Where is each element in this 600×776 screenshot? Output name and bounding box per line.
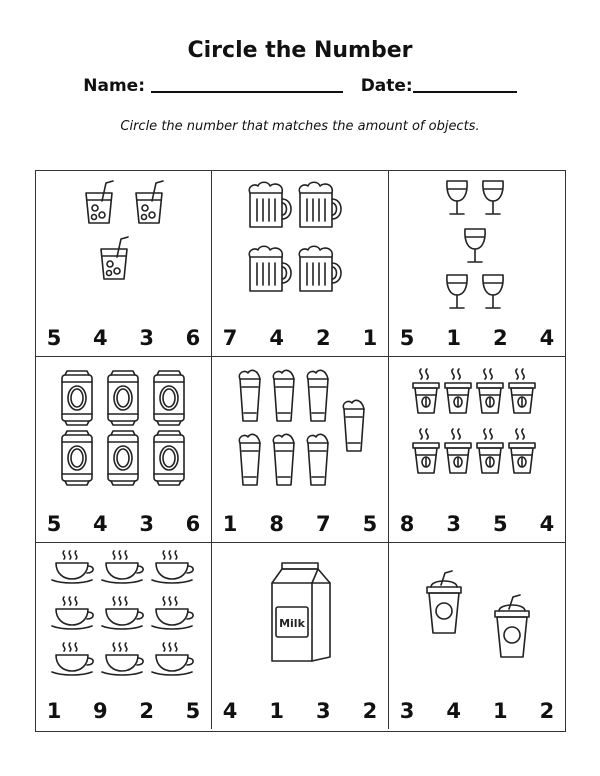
number-options: [42, 699, 205, 723]
number-option[interactable]: 1: [493, 699, 508, 723]
number-option[interactable]: 5: [46, 512, 62, 536]
beer-mug-icon: [212, 171, 388, 321]
number-option[interactable]: 5: [399, 326, 415, 350]
number-options: [395, 512, 559, 536]
cell-coffee: [389, 357, 565, 543]
number-option[interactable]: 1: [46, 699, 62, 723]
frappe-cup-icon: [389, 543, 565, 693]
date-field[interactable]: [413, 77, 517, 93]
number-option[interactable]: 4: [446, 699, 461, 723]
beer-glass-icon: [212, 357, 388, 507]
name-label: Name:: [83, 76, 145, 96]
instructions: Circle the number that matches the amount of objects.: [120, 119, 480, 134]
number-options: [42, 512, 205, 536]
number-option[interactable]: 2: [362, 699, 378, 723]
cell-juice: [36, 171, 212, 357]
cell-milk: [212, 543, 389, 729]
number-option[interactable]: 2: [539, 699, 555, 723]
cell-beer-mug: [212, 171, 389, 357]
number-options: [218, 326, 382, 350]
number-option[interactable]: 4: [539, 326, 555, 350]
number-options: [218, 699, 382, 723]
milk-label: Milk: [279, 617, 305, 630]
name-date-line: [0, 76, 600, 96]
number-options: [42, 326, 205, 350]
number-option[interactable]: 4: [93, 512, 108, 536]
soda-can-icon: [36, 357, 212, 507]
number-option[interactable]: 3: [399, 699, 415, 723]
milk-carton-icon: [212, 543, 388, 693]
number-option[interactable]: 2: [316, 326, 331, 350]
coffee-cup-icon: [389, 357, 565, 507]
number-option[interactable]: 1: [222, 512, 238, 536]
counting-grid: [35, 170, 566, 732]
cell-beer-glass: [212, 357, 389, 543]
number-options: [218, 512, 382, 536]
cell-tea-cup: [36, 543, 212, 729]
number-option[interactable]: 2: [139, 699, 154, 723]
page-title: Circle the Number: [187, 38, 413, 63]
name-field[interactable]: [151, 77, 343, 93]
number-options: [395, 699, 559, 723]
number-option[interactable]: 5: [185, 699, 201, 723]
wine-glass-icon: [389, 171, 565, 321]
number-option[interactable]: 1: [446, 326, 461, 350]
number-option[interactable]: 6: [185, 512, 201, 536]
number-option[interactable]: 4: [539, 512, 555, 536]
number-option[interactable]: 1: [269, 699, 284, 723]
number-option[interactable]: 7: [316, 512, 331, 536]
number-option[interactable]: 4: [269, 326, 284, 350]
number-option[interactable]: 8: [269, 512, 284, 536]
number-option[interactable]: 6: [185, 326, 201, 350]
number-option[interactable]: 5: [362, 512, 378, 536]
number-option[interactable]: 7: [222, 326, 238, 350]
number-option[interactable]: 2: [493, 326, 508, 350]
number-options: [395, 326, 559, 350]
number-option[interactable]: 3: [139, 326, 154, 350]
date-label: Date:: [360, 76, 413, 96]
number-option[interactable]: 3: [446, 512, 461, 536]
tea-cup-icon: [36, 543, 212, 693]
juice-glass-icon: [36, 171, 212, 321]
number-option[interactable]: 5: [46, 326, 62, 350]
number-option[interactable]: 4: [93, 326, 108, 350]
cell-wine: [389, 171, 565, 357]
number-option[interactable]: 4: [222, 699, 238, 723]
number-option[interactable]: 1: [362, 326, 378, 350]
number-option[interactable]: 9: [93, 699, 108, 723]
number-option[interactable]: 5: [493, 512, 508, 536]
cell-frappe: [389, 543, 565, 729]
number-option[interactable]: 3: [316, 699, 331, 723]
cell-soda-can: [36, 357, 212, 543]
number-option[interactable]: 3: [139, 512, 154, 536]
number-option[interactable]: 8: [399, 512, 415, 536]
